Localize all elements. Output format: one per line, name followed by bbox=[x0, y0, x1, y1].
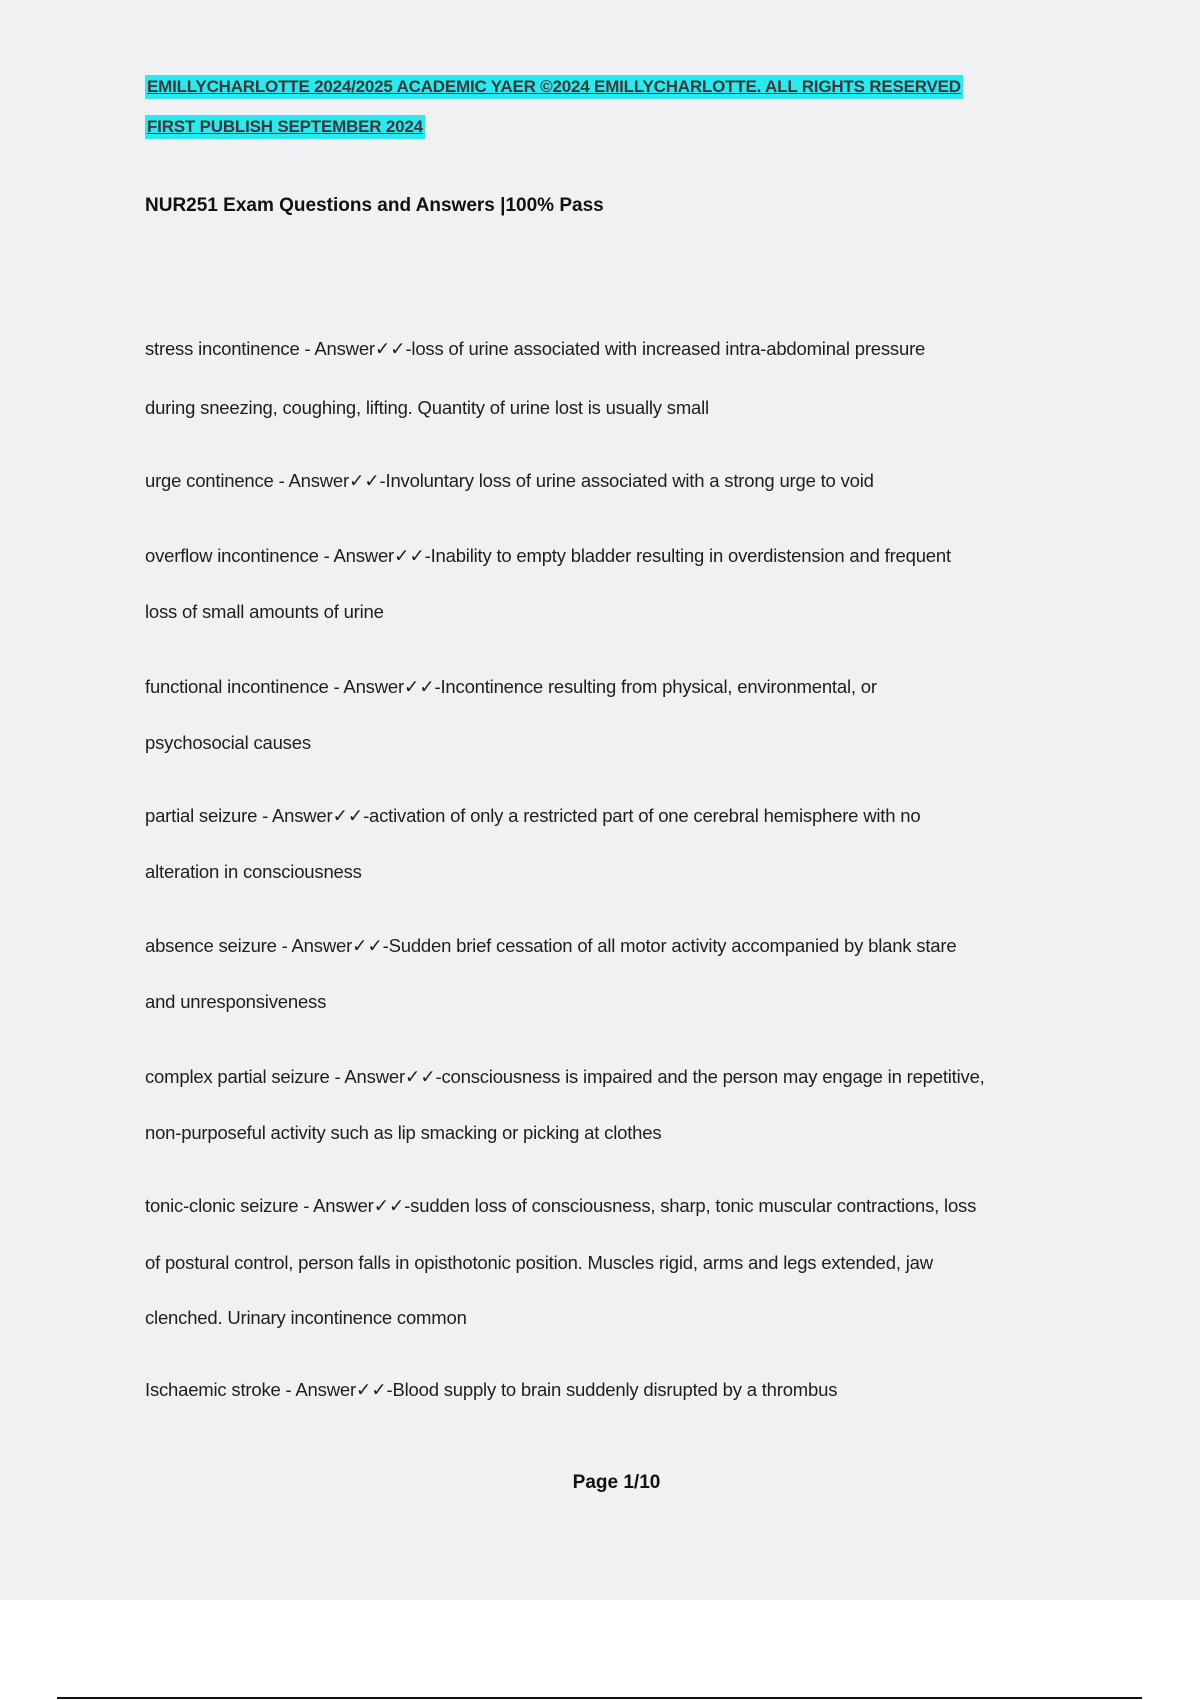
qa-line: partial seizure - Answer✓✓-activation of only a restricted part of one cerebral hemisphere with no bbox=[145, 805, 921, 826]
qa-line: clenched. Urinary incontinence common bbox=[145, 1307, 467, 1328]
qa-line: and unresponsiveness bbox=[145, 991, 327, 1012]
copyright-highlight-line: EMILLYCHARLOTTE 2024/2025 ACADEMIC YAER ©2024 EMILLYCHARLOTTE. ALL RIGHTS RESERVED bbox=[145, 75, 963, 99]
publish-date-highlight-line: FIRST PUBLISH SEPTEMBER 2024 bbox=[145, 115, 425, 139]
qa-line: overflow incontinence - Answer✓✓-Inability to empty bladder resulting in overdistension and frequent bbox=[145, 545, 951, 566]
qa-line: Ischaemic stroke - Answer✓✓-Blood supply to brain suddenly disrupted by a thrombus bbox=[145, 1379, 838, 1400]
qa-line: stress incontinence - Answer✓✓-loss of urine associated with increased intra-abdominal pressure bbox=[145, 338, 926, 359]
qa-line: during sneezing, coughing, lifting. Quantity of urine lost is usually small bbox=[145, 397, 709, 418]
qa-line: loss of small amounts of urine bbox=[145, 601, 384, 622]
qa-line: urge continence - Answer✓✓-Involuntary loss of urine associated with a strong urge to void bbox=[145, 470, 874, 491]
qa-line: complex partial seizure - Answer✓✓-consciousness is impaired and the person may engage in repetitive, bbox=[145, 1066, 985, 1087]
qa-line: absence seizure - Answer✓✓-Sudden brief cessation of all motor activity accompanied by blank stare bbox=[145, 935, 957, 956]
page-number: Page 1/10 bbox=[572, 1472, 661, 1493]
qa-line: of postural control, person falls in opisthotonic position. Muscles rigid, arms and legs extended, jaw bbox=[145, 1252, 933, 1273]
document-title: NUR251 Exam Questions and Answers |100% Pass bbox=[145, 195, 604, 216]
next-page-divider bbox=[57, 1697, 1142, 1699]
qa-line: tonic-clonic seizure - Answer✓✓-sudden loss of consciousness, sharp, tonic muscular contractions, loss bbox=[145, 1195, 977, 1216]
qa-line: functional incontinence - Answer✓✓-Incontinence resulting from physical, environmental, or bbox=[145, 676, 877, 697]
qa-line: alteration in consciousness bbox=[145, 861, 362, 882]
qa-line: non-purposeful activity such as lip smacking or picking at clothes bbox=[145, 1122, 662, 1143]
qa-line: psychosocial causes bbox=[145, 732, 311, 753]
